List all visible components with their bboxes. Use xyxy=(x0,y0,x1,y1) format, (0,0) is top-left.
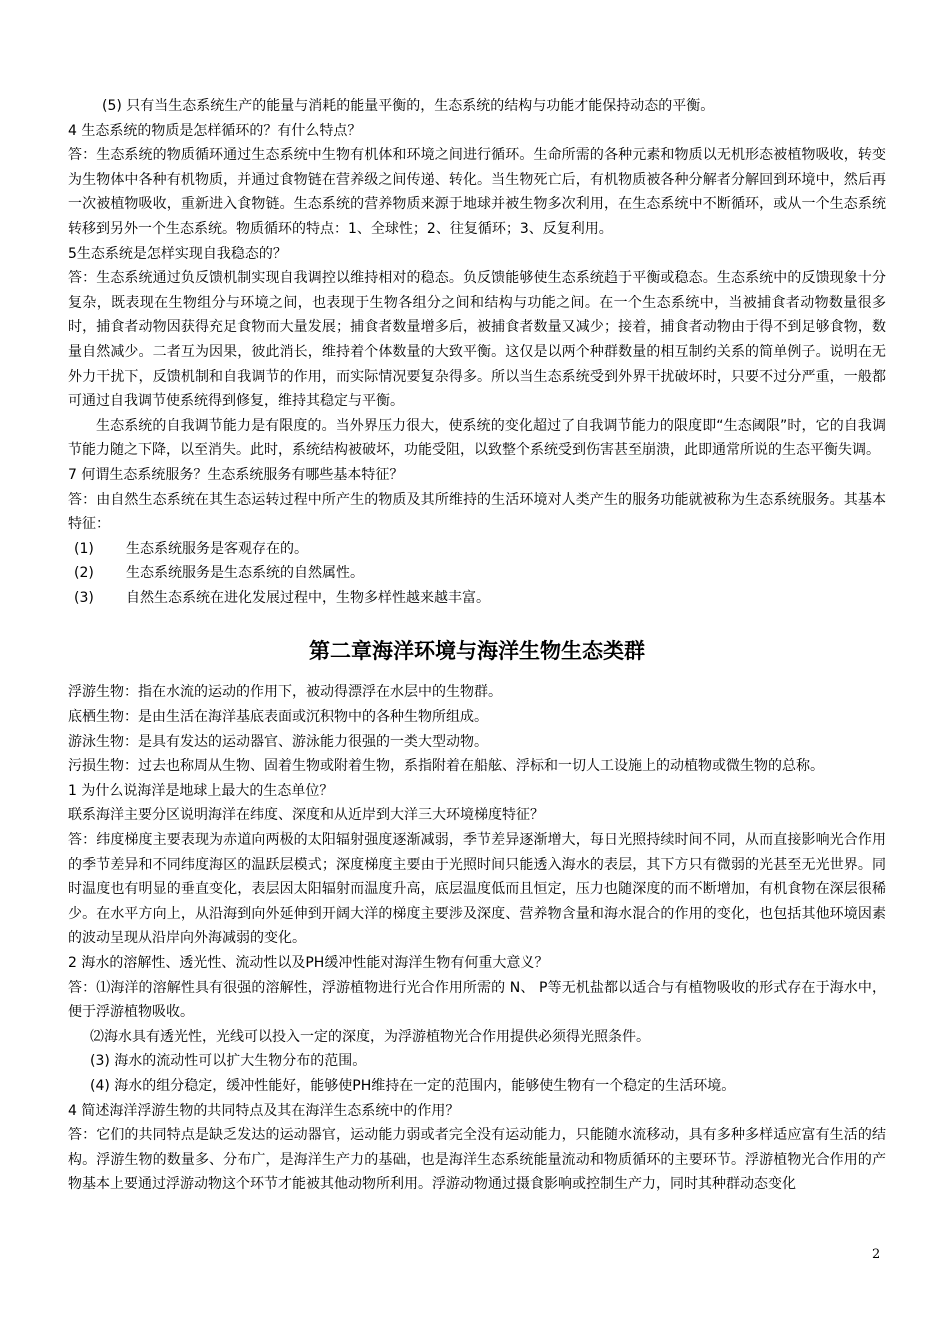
question-heading: 7 何谓生态系统服务？生态系统服务有哪些基本特征？ xyxy=(68,466,404,483)
list-text: 生态系统服务是生态系统的自然属性。 xyxy=(126,565,364,582)
chapter-title: 第二章海洋环境与海洋生物生态类群 xyxy=(309,639,645,664)
question-heading: 联系海洋主要分区说明海洋在纬度、深度和从近岸到大洋三大环境梯度特征？ xyxy=(68,807,544,824)
paragraph: (5) 只有当生态系统生产的能量与消耗的能量平衡的，生态系统的结构与功能才能保持动态的平衡。 xyxy=(102,98,715,114)
list-item xyxy=(68,586,886,611)
answer-paragraph: 答：生态系统通过负反馈机制实现自我调控以维持相对的稳态。负反馈能够使生态系统趋于平衡或稳态。生态系统中的反馈现象十分复杂，既表现在生物组分与环境之间，也表现于生物各组分之间和结构与功能之间。在一个生态系统中，当被捕食者动物数量很多时，捕食者动物因获得充足食物而大量发展；捕食者数量增多后，被捕食者数量又减少；接着，捕食者动物由于得不到足够食物，数量自然减少。二者互为因果，彼此消长，维持着个体数量的大致平衡。这仅是以两个种群数量的相互制约关系的简单例子。说明在无外力干扰下，反馈机制和自我调节的作用，而实际情况要复杂得多。所以当生态系统受到外界干扰破坏时，只要不过分严重，一般都可通过自我调节使系统得到修复，维持其稳定与平衡。 xyxy=(68,270,886,410)
answer-paragraph: (3) 海水的流动性可以扩大生物分布的范围。 xyxy=(90,1053,367,1070)
answer-paragraph: 答：纬度梯度主要表现为赤道向两极的太阳辐射强度逐渐减弱，季节差异逐渐增大，每日光照持续时间不同，从而直接影响光合作用的季节差异和不同纬度海区的温跃层模式；深度梯度主要由于光照时间只能透入海水的表层，其下方只有微弱的光甚至无光世界。同时温度也有明显的垂直变化，表层因太阳辐射而温度升高，底层温度低而且恒定，压力也随深度的而不断增加，有机食物在深层很稀少。在水平方向上，从沿海到向外延伸到开阔大洋的梯度主要涉及深度、营养物含量和海水混合的作用的变化，也包括其他环境因素的波动呈现从沿岸向外海减弱的变化。 xyxy=(68,832,886,947)
answer-paragraph: 答：生态系统的物质循环通过生态系统中生物有机体和环境之间进行循环。生命所需的各种元素和物质以无机形态被植物吸收，转变为生物体中各种有机物质，并通过食物链在营养级之间传递、转化。当生物死亡后，有机物质被各种分解者分解回到环境中，然后再一次被植物吸收，重新进入食物链。生态系统的营养物质来源于地球并被生物多次利用，在生态系统中不断循环，或从一个生态系统转移到另外一个生态系统。物质循环的特点：1、全球性；2、往复循环；3、反复利用。 xyxy=(68,147,886,237)
question-heading: 5生态系统是怎样实现自我稳态的？ xyxy=(68,245,287,262)
question-heading: 2 海水的溶解性、透光性、流动性以及PH缓冲性能对海洋生物有何重大意义？ xyxy=(68,955,549,971)
list-text: 自然生态系统在进化发展过程中，生物多样性越来越丰富。 xyxy=(126,589,490,606)
list-text: 生态系统服务是客观存在的。 xyxy=(126,540,308,557)
answer-paragraph: ⑵海水具有透光性，光线可以投入一定的深度，为浮游植物光合作用提供必须得光照条件。 xyxy=(90,1028,650,1045)
list-item xyxy=(68,537,886,562)
definition: 游泳生物：是具有发达的运动器官、游泳能力很强的一类大型动物。 xyxy=(68,733,488,750)
list-item xyxy=(68,561,886,586)
definition: 浮游生物：指在水流的运动的作用下，被动得漂浮在水层中的生物群。 xyxy=(68,684,502,701)
question-heading: 4 简述海洋浮游生物的共同特点及其在海洋生态系统中的作用？ xyxy=(68,1102,460,1119)
list-number: (2) xyxy=(74,565,94,582)
list-number: (1) xyxy=(74,540,94,557)
answer-paragraph: 答：它们的共同特点是缺乏发达的运动器官，运动能力弱或者完全没有运动能力，只能随水流移动，具有多种多样适应富有生活的结构。浮游生物的数量多、分布广，是海洋生产力的基础，也是海洋生态系统能量流动和物质循环的主要环节。浮游植物光合作用的产物基本上要通过浮游动物这个环节才能被其他动物所利用。浮游动物通过摄食影响或控制生产力，同时其种群动态变化 xyxy=(68,1127,886,1193)
answer-paragraph: 答：由自然生态系统在其生态运转过程中所产生的物质及其所维持的生活环境对人类产生的服务功能就被称为生态系统服务。其基本特征： xyxy=(68,491,886,533)
answer-paragraph: (4) 海水的组分稳定，缓冲性能好，能够使PH维持在一定的范围内，能够使生物有一个稳定的生活环境。 xyxy=(90,1077,736,1094)
document-page xyxy=(68,94,886,1197)
definition: 底栖生物：是由生活在海洋基底表面或沉积物中的各种生物所组成。 xyxy=(68,709,488,726)
question-heading: 1 为什么说海洋是地球上最大的生态单位？ xyxy=(68,782,334,799)
question-heading: 4 生态系统的物质是怎样循环的？有什么特点？ xyxy=(68,122,362,139)
answer-paragraph: 生态系统的自我调节能力是有限度的。当外界压力很大，使系统的变化超过了自我调节能力的限度即“生态阈限”时，它的自我调节能力随之下降，以至消失。此时，系统结构被破坏，功能受阻，以致整个系统受到伤害甚至崩溃，此即通常所说的生态平衡失调。 xyxy=(68,417,886,459)
page-number: 2 xyxy=(872,1247,881,1262)
list-number: (3) xyxy=(74,589,94,606)
definition: 污损生物：过去也称周从生物、固着生物或附着生物，系指附着在船舷、浮标和一切人工设施上的动植物或微生物的总称。 xyxy=(68,758,824,775)
answer-paragraph: 答：⑴海洋的溶解性具有很强的溶解性，浮游植物进行光合作用所需的 N、 P等无机盐都以适合与有植物吸收的形式存在于海水中，便于浮游植物吸收。 xyxy=(68,979,886,1021)
